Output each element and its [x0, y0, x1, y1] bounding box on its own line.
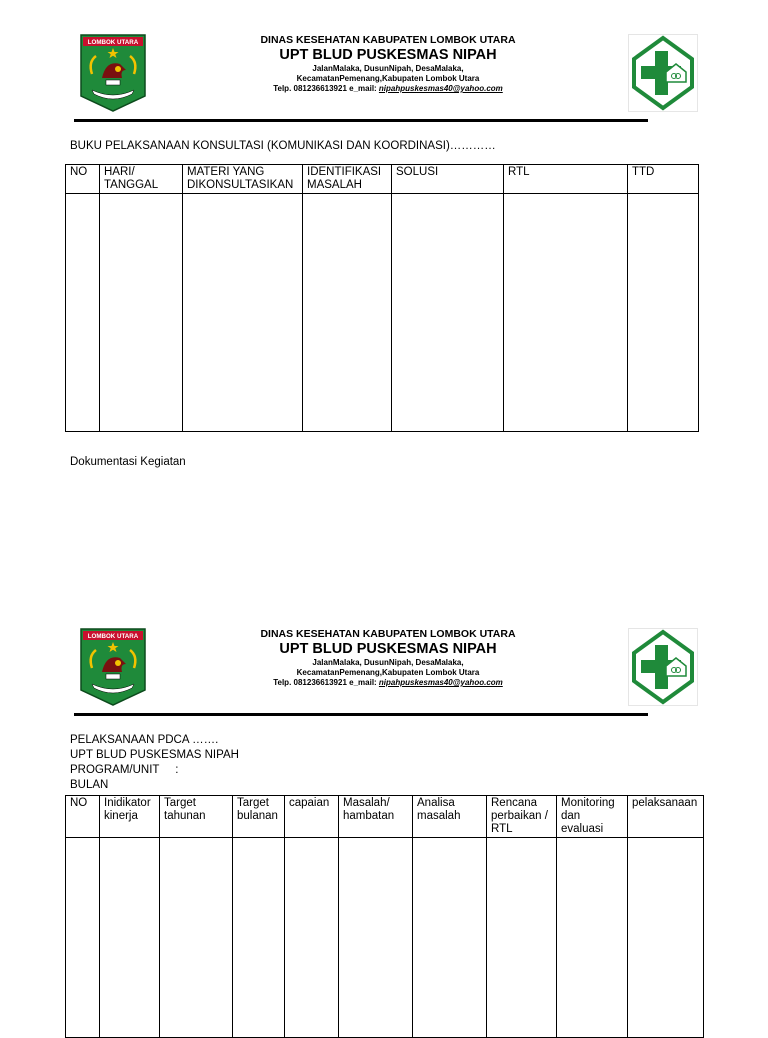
column-header: TTD — [628, 165, 699, 194]
puskesmas-logo-icon — [628, 34, 698, 112]
table-cell[interactable] — [628, 838, 704, 1038]
column-header: Masalah/ hambatan — [339, 796, 413, 838]
consultation-table — [65, 164, 699, 432]
column-header: Target tahunan — [160, 796, 233, 838]
column-header: RTL — [504, 165, 628, 194]
column-header: MATERI YANG DIKONSULTASIKAN — [183, 165, 303, 194]
contact-line — [190, 84, 586, 94]
letterhead-divider — [74, 713, 648, 716]
column-header: Monitoring dan evaluasi — [557, 796, 628, 838]
table-cell[interactable] — [557, 838, 628, 1038]
table-cell[interactable] — [100, 838, 160, 1038]
contact-line — [190, 678, 586, 688]
table-cell[interactable] — [66, 194, 100, 432]
letterhead-2 — [0, 628, 768, 728]
table-cell[interactable] — [66, 838, 100, 1038]
column-header: NO — [66, 165, 100, 194]
table-cell[interactable] — [303, 194, 392, 432]
consultation-book-title: BUKU PELAKSANAAN KONSULTASI (KOMUNIKASI DAN KOORDINASI)………… — [70, 140, 496, 152]
letterhead-text — [190, 628, 586, 688]
address-line-2: KecamatanPemenang,Kabupaten Lombok Utara — [296, 668, 480, 677]
column-header: pelaksanaan — [628, 796, 704, 838]
phone: Telp. 081236613921 e_mail: — [273, 84, 379, 93]
puskesmas-logo-icon — [628, 628, 698, 706]
pdca-title: PELAKSANAAN PDCA ……. — [70, 734, 219, 746]
pdca-table — [65, 795, 704, 1038]
column-header: capaian — [285, 796, 339, 838]
table-cell[interactable] — [413, 838, 487, 1038]
table-cell[interactable] — [504, 194, 628, 432]
pdca-program-unit: PROGRAM/UNIT : — [70, 764, 179, 776]
table-header-row — [66, 165, 699, 194]
svg-text:LOMBOK UTARA: LOMBOK UTARA — [87, 39, 139, 47]
pdca-month: BULAN — [70, 779, 109, 791]
table-header-row — [66, 796, 704, 838]
address-line-2: KecamatanPemenang,Kabupaten Lombok Utara — [296, 74, 480, 83]
column-header: Target bulanan — [233, 796, 285, 838]
letterhead-1 — [0, 34, 768, 134]
column-header: SOLUSI — [392, 165, 504, 194]
column-header: Inidikator kinerja — [100, 796, 160, 838]
letterhead-text — [190, 34, 586, 94]
lombok-utara-logo-icon — [80, 34, 146, 112]
phone: Telp. 081236613921 e_mail: — [273, 678, 379, 687]
column-header: Analisa masalah — [413, 796, 487, 838]
table-cell[interactable] — [339, 838, 413, 1038]
table-row — [66, 194, 699, 432]
table-cell[interactable] — [487, 838, 557, 1038]
institution-name: UPT BLUD PUSKESMAS NIPAH — [279, 47, 497, 63]
table-cell[interactable] — [392, 194, 504, 432]
lombok-utara-logo-icon — [80, 628, 146, 706]
pdca-institution: UPT BLUD PUSKESMAS NIPAH — [70, 749, 239, 761]
table-cell[interactable] — [285, 838, 339, 1038]
svg-text:LOMBOK UTARA: LOMBOK UTARA — [87, 633, 139, 641]
email-link[interactable]: nipahpuskesmas40@yahoo.com — [378, 678, 503, 687]
column-header: HARI/ TANGGAL — [100, 165, 183, 194]
documentation-label: Dokumentasi Kegiatan — [70, 456, 186, 468]
email-link[interactable]: nipahpuskesmas40@yahoo.com — [378, 84, 503, 93]
agency-name: DINAS KESEHATAN KABUPATEN LOMBOK UTARA — [260, 34, 516, 46]
table-cell[interactable] — [233, 838, 285, 1038]
table-cell[interactable] — [628, 194, 699, 432]
column-header: Rencana perbaikan / RTL — [487, 796, 557, 838]
column-header: NO — [66, 796, 100, 838]
agency-name: DINAS KESEHATAN KABUPATEN LOMBOK UTARA — [260, 628, 516, 640]
address-line-1: JalanMalaka, DusunNipah, DesaMalaka, — [312, 658, 464, 667]
column-header: IDENTIFIKASI MASALAH — [303, 165, 392, 194]
institution-name: UPT BLUD PUSKESMAS NIPAH — [279, 641, 497, 657]
table-row — [66, 838, 704, 1038]
table-cell[interactable] — [160, 838, 233, 1038]
table-cell[interactable] — [183, 194, 303, 432]
table-cell[interactable] — [100, 194, 183, 432]
letterhead-divider — [74, 119, 648, 122]
address-line-1: JalanMalaka, DusunNipah, DesaMalaka, — [312, 64, 464, 73]
